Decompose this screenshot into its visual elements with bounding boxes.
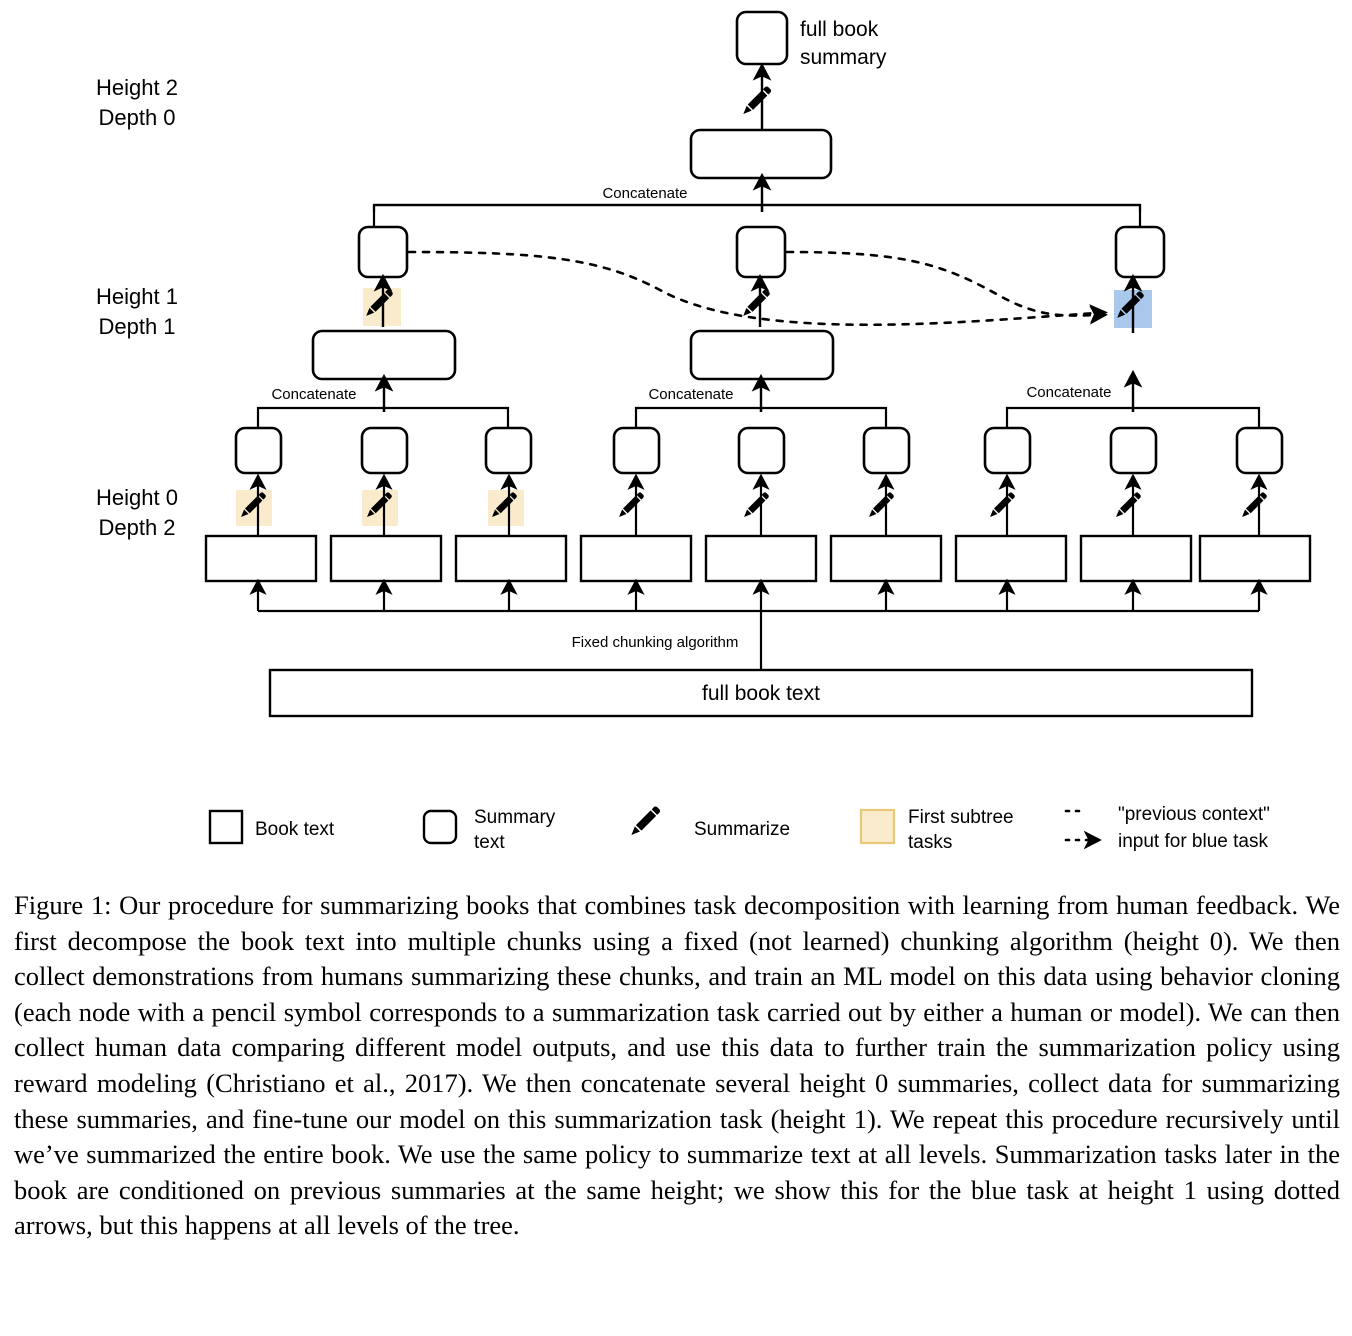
level-label-height-0: Height 0 Depth 2 xyxy=(96,485,178,540)
root-output-label-line2: summary xyxy=(800,46,887,69)
figure-caption: Figure 1: Our procedure for summarizing books that combines task decomposition with learning from human feedback. We first decompose the book text into multiple chunks using a fixed (not learned) chunking algorithm (height 0). We then collect demonstrations from humans summarizing these chunks, and train an ML model on this data using behavior cloning (each node with a pencil symbol corresponds to a summarization task carried out by either a human or model). We can then collect human data comparing different model outputs, and use this data to further train the summarization policy using reward modeling (Christiano et al., 2017). We then concatenate several height 0 summaries, collect data for summarizing these summaries, and fine-tune our model on this summarization task (height 1). We repeat this procedure recursively until we’ve summarized the entire book. We use the same policy to summarize text at all levels. Summarization tasks later in the book are conditioned on previous summaries at the same height; we show this for the blue task at height 1 using dotted arrows, but this happens at all levels of the tree. xyxy=(14,890,1340,1241)
book-text-chunk-6 xyxy=(831,536,941,581)
summarize-pencil-h1-2 xyxy=(743,289,770,315)
legend-dotted-arrow-icon xyxy=(1066,811,1092,840)
concatenate-box-1 xyxy=(313,331,455,379)
summarize-pencil-h0-4 xyxy=(619,492,644,517)
concatenate-box-2 xyxy=(691,331,833,379)
level-label-height-2: Height 2 Depth 0 xyxy=(96,75,178,130)
concatenate-label-1: Concatenate xyxy=(271,386,357,403)
summarize-pencil-h0-8 xyxy=(1116,492,1141,517)
height0-summary-node-4 xyxy=(614,428,659,473)
summarize-pencil-root xyxy=(743,86,771,114)
summarize-pencil-h0-9 xyxy=(1242,492,1267,517)
height0-summary-node-8 xyxy=(1111,428,1156,473)
book-text-chunk-2 xyxy=(331,536,441,581)
legend-book-text-label: Book text xyxy=(255,819,335,840)
legend-summary-text-label-line2: text xyxy=(474,832,505,853)
book-text-chunk-8 xyxy=(1081,536,1191,581)
summarize-pencil-h0-6 xyxy=(869,492,894,517)
previous-context-arrow-2 xyxy=(787,252,1098,316)
book-text-chunk-1 xyxy=(206,536,316,581)
first-subtree-highlight-h0-3 xyxy=(488,490,524,526)
summarize-pencil-h0-7 xyxy=(990,492,1015,517)
summarize-pencil-h0-5 xyxy=(744,492,769,517)
concatenate-label-root: Concatenate xyxy=(602,185,688,202)
height1-summary-node-1 xyxy=(359,227,407,277)
legend-book-text-icon xyxy=(210,811,242,843)
height0-summary-node-1 xyxy=(236,428,281,473)
book-text-chunk-9 xyxy=(1200,536,1310,581)
height1-summary-node-2 xyxy=(737,227,785,277)
chunking-algorithm-label: Fixed chunking algorithm xyxy=(571,634,739,651)
legend-prev-context-label-line2: input for blue task xyxy=(1118,831,1268,852)
root-output-label-line1: full book xyxy=(800,18,879,41)
legend-pencil-icon xyxy=(631,806,660,835)
concatenate-label-2: Concatenate xyxy=(648,386,734,403)
legend xyxy=(210,804,1270,853)
book-text-chunk-4 xyxy=(581,536,691,581)
height0-summary-node-7 xyxy=(985,428,1030,473)
height0-summary-node-2 xyxy=(362,428,407,473)
height1-summary-node-3 xyxy=(1116,227,1164,277)
legend-first-subtree-label-line2: tasks xyxy=(908,832,953,853)
level-label-height-1: Height 1 Depth 1 xyxy=(96,284,178,339)
height0-summary-node-3 xyxy=(486,428,531,473)
book-text-chunk-7 xyxy=(956,536,1066,581)
root-concatenate-box xyxy=(691,130,831,178)
legend-summary-text-icon xyxy=(424,811,456,843)
legend-prev-context-label-line1: "previous context" xyxy=(1118,804,1270,825)
legend-first-subtree-label-line1: First subtree xyxy=(908,807,1014,828)
height0-summary-node-6 xyxy=(864,428,909,473)
full-book-text-label: full book text xyxy=(702,682,820,705)
book-text-chunk-3 xyxy=(456,536,566,581)
legend-summarize-label: Summarize xyxy=(694,819,791,840)
legend-first-subtree-icon xyxy=(861,810,894,843)
legend-summary-text-label-line1: Summary xyxy=(474,807,556,828)
root-summary-node xyxy=(737,12,787,64)
height0-summary-node-5 xyxy=(739,428,784,473)
height0-summary-node-9 xyxy=(1237,428,1282,473)
book-text-chunk-5 xyxy=(706,536,816,581)
concatenate-label-3: Concatenate xyxy=(1026,384,1112,401)
